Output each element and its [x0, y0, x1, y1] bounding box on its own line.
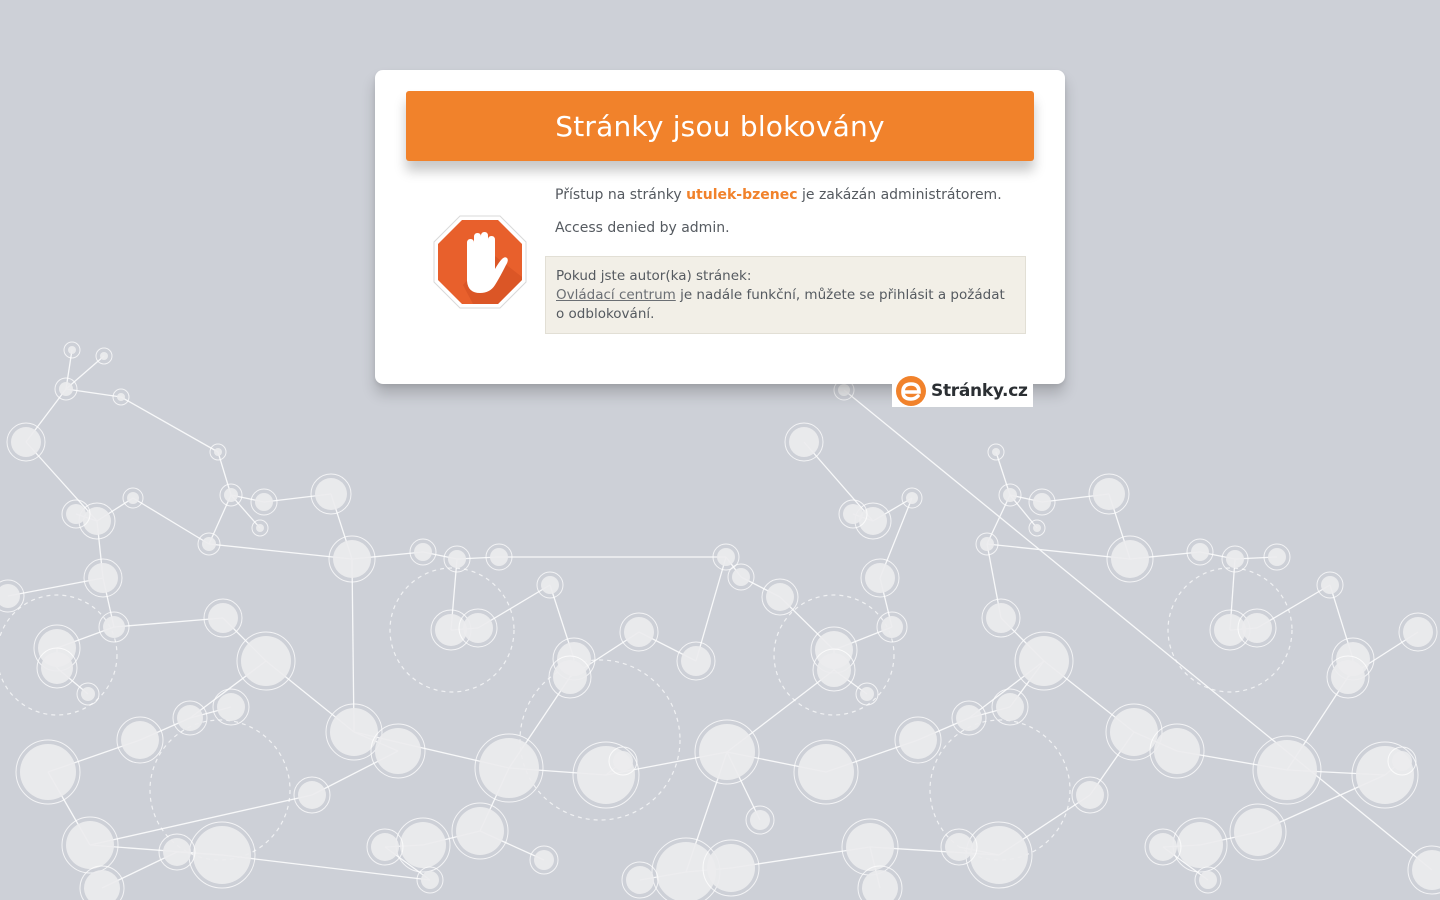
page-title: Stránky jsou blokovány — [406, 91, 1034, 161]
site-name: utulek-bzenec — [686, 187, 798, 203]
blocked-card — [375, 70, 1065, 384]
estranky-e-icon — [892, 375, 930, 407]
estranky-logo[interactable] — [892, 375, 1033, 407]
access-message-cz — [555, 187, 1002, 203]
stop-hand-icon — [433, 215, 527, 309]
access-message-prefix: Přístup na stránky — [555, 187, 687, 203]
logo-text: Stránky.cz — [931, 381, 1028, 401]
access-message-suffix: je zakázán administrátorem. — [797, 187, 1002, 203]
author-info-intro: Pokud jste autor(ka) stránek: — [556, 268, 752, 284]
author-info-box — [545, 256, 1026, 334]
access-message-en: Access denied by admin. — [555, 220, 730, 236]
author-info-rest: je nadále funkční, můžete se přihlásit a požádat o odblokování. — [556, 287, 1005, 322]
author-info-text — [556, 286, 1015, 324]
control-center-link[interactable]: Ovládací centrum — [556, 287, 676, 303]
